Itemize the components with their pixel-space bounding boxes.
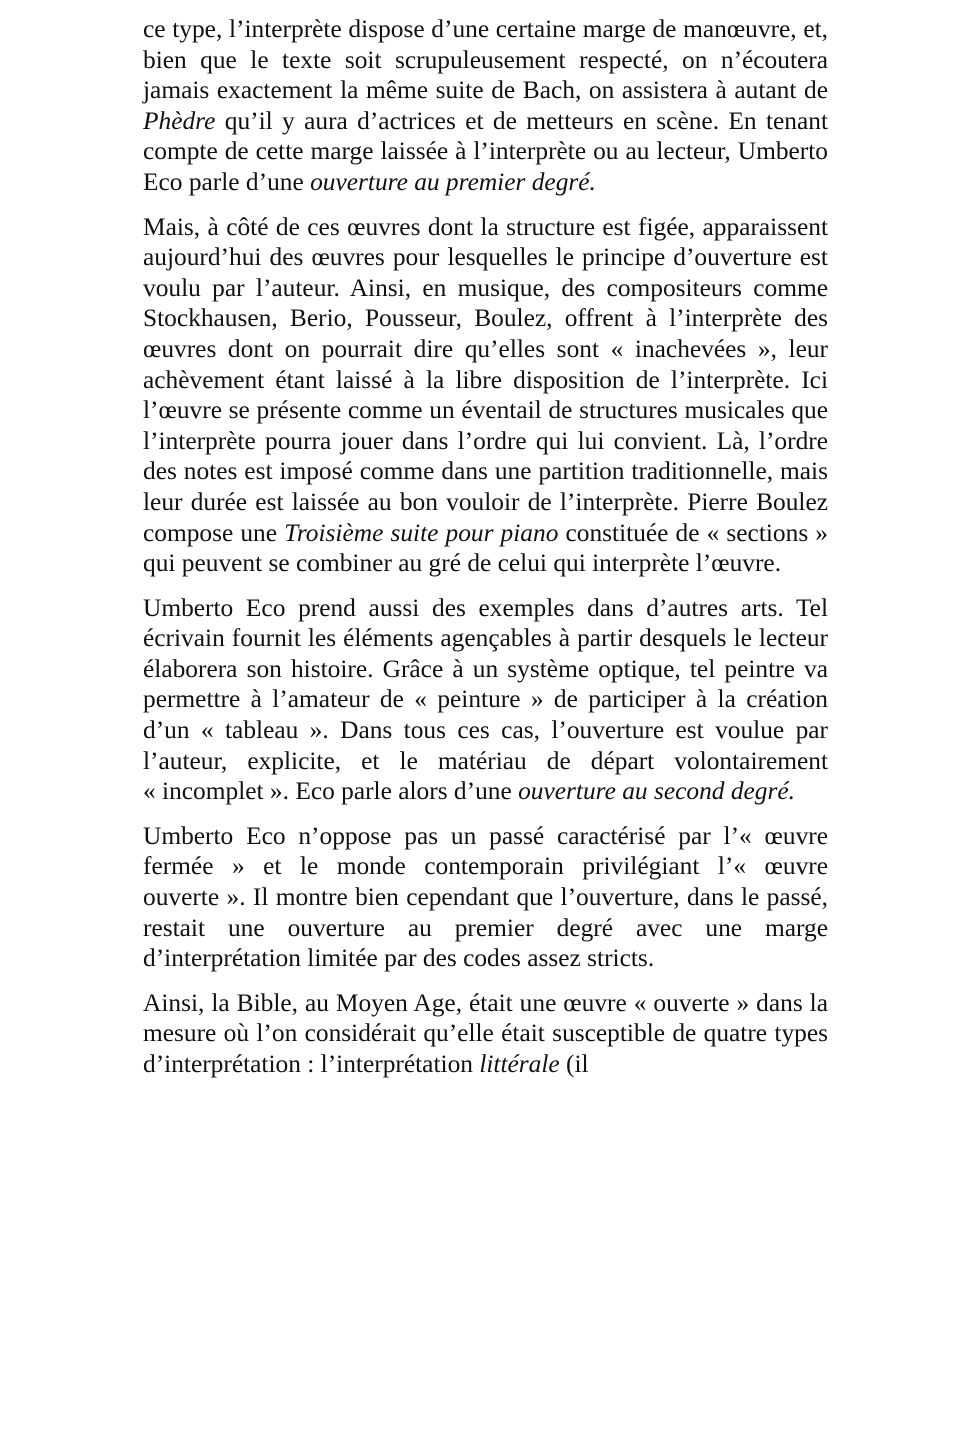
text-run: Umberto Eco prend aussi des exemples dans d’autres arts. Tel écrivain fournit les éléments agençables à partir desquels le lecteur élaborera son histoire. Grâce à un système optique, tel peintre va permettre à l’amateur de « peinture » de participer à la création d’un « tableau ». Dans tous ces cas, l’ouverture est voulue par l’auteur, explicite, et le matériau de départ volontairement « incomplet ». Eco parle alors d’une: [143, 593, 828, 806]
text-run: Mais, à côté de ces œuvres dont la structure est figée, apparaissent aujourd’hui des œuvres pour lesquelles le principe d’ouverture est voulu par l’auteur. Ainsi, en musique, des compositeurs comme Stockhausen, Berio, Pousseur, Boulez, offrent à l’interprète des œuvres dont on pourrait dire qu’elles sont « inachevées », leur achèvement étant laissé à la libre disposition de l’interprète. Ici l’œuvre se présente comme un éventail de structures musicales que l’interprète pourra jouer dans l’ordre qui lui convient. Là, l’ordre des notes est imposé comme dans une partition traditionnelle, mais leur durée est laissée au bon vouloir de l’interprète. Pierre Boulez compose une: [143, 212, 828, 547]
text-run: Umberto Eco n’oppose pas un passé caractérisé par l’« œuvre fermée » et le monde contemporain privilégiant l’« œuvre ouverte ». Il montre bien cependant que l’ouverture, dans le passé, restait une ouverture au premier degré avec une marge d’interprétation limitée par des codes assez stricts.: [143, 821, 828, 973]
text-run: qu’il y aura d’actrices et de metteurs en scène. En tenant compte de cette marge laissée à l’interprète ou au lecteur, Umberto Eco parle d’une: [143, 106, 828, 196]
italic-term-second-degre: ouverture au second degré.: [518, 777, 795, 806]
page-text: [143, 14, 828, 1094]
paragraph-4: [143, 821, 828, 974]
italic-title-troisieme-suite: Troisième suite pour piano: [284, 518, 559, 547]
paragraph-2: [143, 212, 828, 579]
text-run: (il: [559, 1050, 589, 1078]
text-run: constituée de « sections » qui peuvent se combiner au gré de celui qui interprète l’œuvre.: [143, 518, 828, 578]
paragraph-1: [143, 14, 828, 198]
paragraph-5: [143, 988, 828, 1080]
paragraph-3: [143, 593, 828, 807]
italic-term-premier-degre: ouverture au premier degré.: [310, 167, 596, 196]
italic-title-phedre: Phèdre: [143, 106, 216, 135]
italic-term-litterale: littérale: [479, 1050, 560, 1078]
text-run: Ainsi, la Bible, au Moyen Age, était une œuvre « ouverte » dans la mesure où l’on considérait qu’elle était susceptible de quatre types d’interprétation : l’interprétation: [143, 988, 828, 1078]
text-run: ce type, l’interprète dispose d’une certaine marge de manœuvre, et, bien que le texte soit scrupuleusement respecté, on n’écoutera jamais exactement la même suite de Bach, on assistera à autant de: [143, 15, 828, 105]
